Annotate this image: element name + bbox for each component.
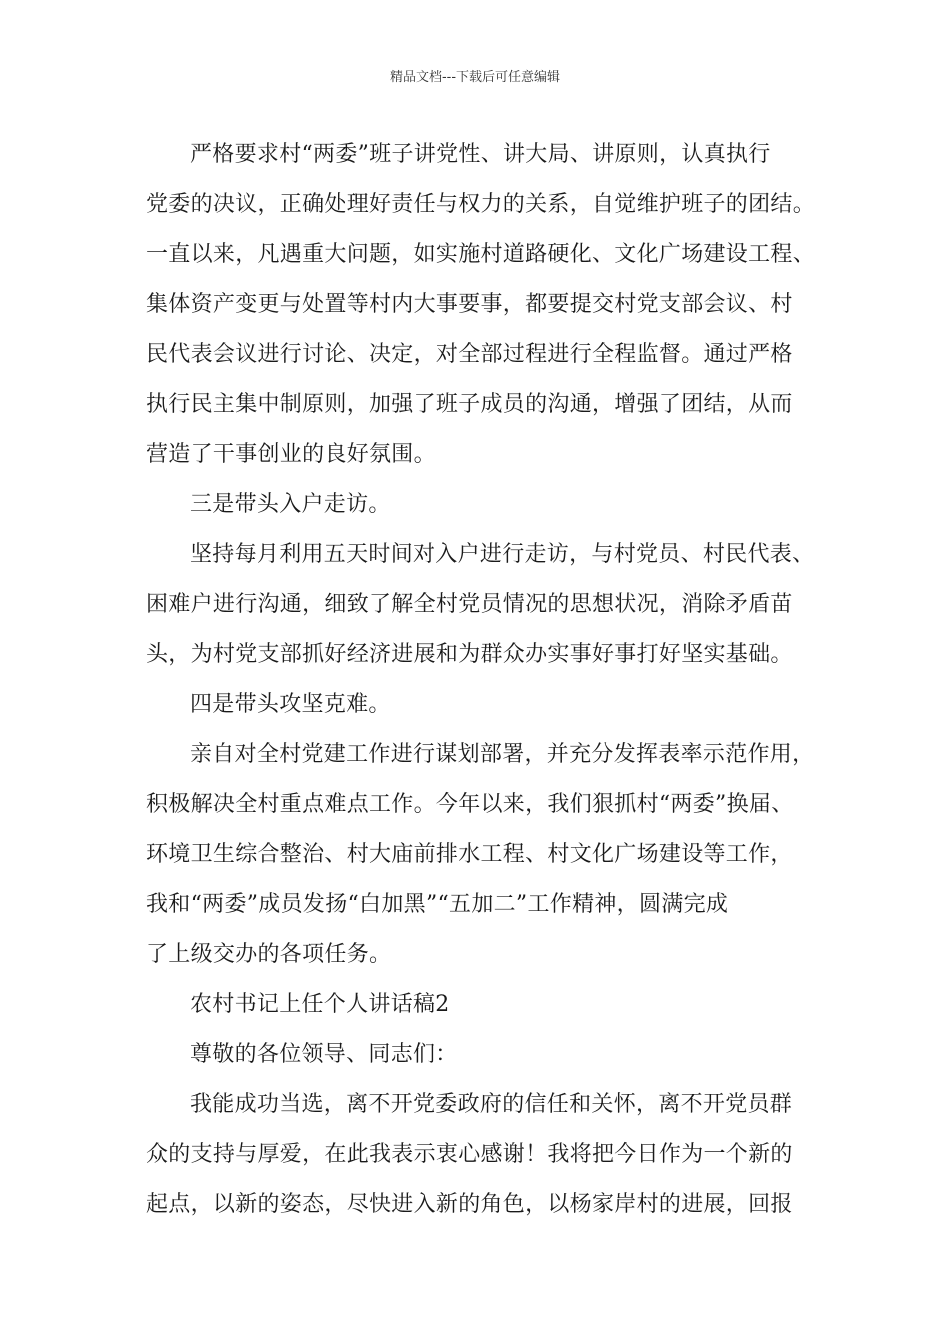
paragraph <box>146 530 836 680</box>
paragraph <box>146 1080 836 1230</box>
paragraph <box>146 980 836 1030</box>
text-line: 尊敬的各位领导、同志们： <box>190 1042 458 1067</box>
text-line: 严格要求村“两委”班子讲党性、讲大局、讲原则，认真执行 <box>190 142 771 167</box>
text-line: 农村书记上任个人讲话稿2 <box>190 992 450 1017</box>
paragraph <box>146 730 836 980</box>
text-line: 困难户进行沟通，细致了解全村党员情况的思想状况，消除矛盾苗 <box>146 592 793 617</box>
text-line: 我和“两委”成员发扬“白加黑”“五加二”工作精神，圆满完成 <box>146 892 729 917</box>
document-body <box>146 130 836 1230</box>
text-line: 我能成功当选，离不开党委政府的信任和关怀，离不开党员群 <box>190 1092 793 1117</box>
paragraph <box>146 130 836 480</box>
text-line: 民代表会议进行讨论、决定，对全部过程进行全程监督。通过严格 <box>146 342 793 367</box>
paragraph <box>146 1030 836 1080</box>
text-line: 坚持每月利用五天时间对入户进行走访，与村党员、村民代表、 <box>190 542 815 567</box>
text-line: 三是带头入户走访。 <box>190 492 391 517</box>
text-line: 亲自对全村党建工作进行谋划部署，并充分发挥表率示范作用， <box>190 742 815 767</box>
paragraph <box>146 480 836 530</box>
text-line: 营造了干事创业的良好氛围。 <box>146 442 436 467</box>
text-line: 起点，以新的姿态，尽快进入新的角色，以杨家岸村的进展，回报 <box>146 1192 793 1217</box>
text-line: 党委的决议，正确处理好责任与权力的关系，自觉维护班子的团结。 <box>146 192 816 217</box>
text-line: 积极解决全村重点难点工作。今年以来，我们狠抓村“两委”换届、 <box>146 792 794 817</box>
text-line: 环境卫生综合整治、村大庙前排水工程、村文化广场建设等工作， <box>146 842 793 867</box>
text-line: 四是带头攻坚克难。 <box>190 692 391 717</box>
text-line: 众的支持与厚爱，在此我表示衷心感谢！我将把今日作为一个新的 <box>146 1142 793 1167</box>
text-line: 集体资产变更与处置等村内大事要事，都要提交村党支部会议、村 <box>146 292 793 317</box>
paragraph <box>146 680 836 730</box>
page-header: 精品文档---下载后可任意编辑 <box>389 70 561 85</box>
text-line: 了上级交办的各项任务。 <box>146 942 392 967</box>
text-line: 一直以来，凡遇重大问题，如实施村道路硬化、文化广场建设工程、 <box>146 242 816 267</box>
text-line: 执行民主集中制原则，加强了班子成员的沟通，增强了团结，从而 <box>146 392 793 417</box>
text-line: 头，为村党支部抓好经济进展和为群众办实事好事打好坚实基础。 <box>146 642 793 667</box>
